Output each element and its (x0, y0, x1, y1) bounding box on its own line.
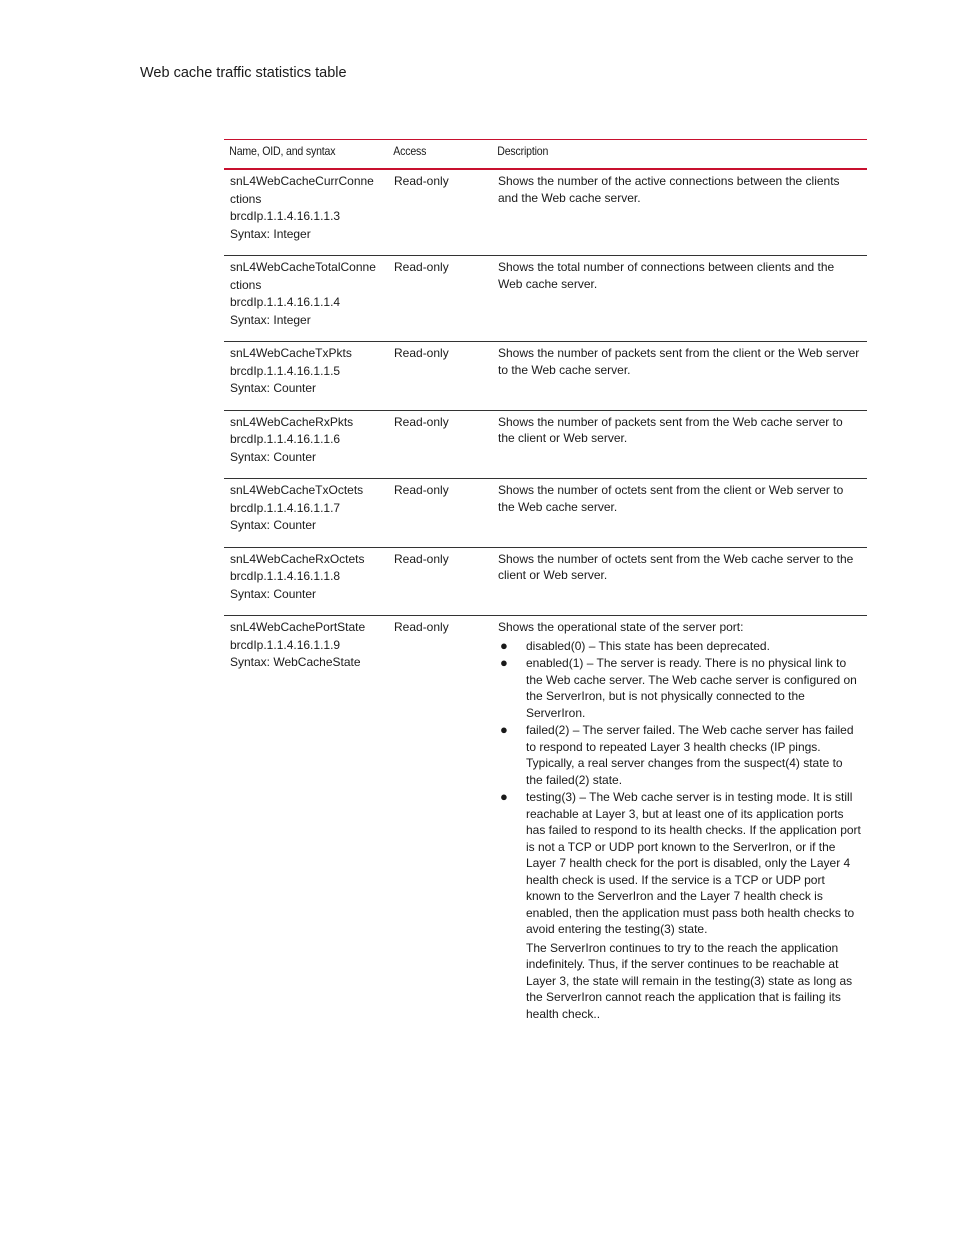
object-name: snL4WebCachePortState (230, 620, 366, 634)
mib-table (224, 139, 867, 1035)
list-item-text: failed(2) – The server failed. The Web cache server has failed to respond to repeated Layer 3 health checks (IP pings. Typically, a real server changes from the suspect(4) state to the failed(2) state. (526, 723, 854, 787)
list-item (498, 638, 861, 655)
object-oid: brcdIp.1.1.4.16.1.1.3 (230, 209, 341, 223)
object-name: snL4WebCacheTotalConne (230, 260, 376, 274)
access-cell: Read-only (394, 414, 449, 429)
table-row (224, 342, 867, 411)
access-cell: Read-only (394, 483, 449, 497)
table-row (224, 256, 867, 342)
object-oid: brcdIp.1.1.4.16.1.1.9 (230, 637, 341, 652)
object-syntax: Syntax: Counter (230, 449, 317, 464)
object-name-cont: ctions (230, 191, 262, 206)
header-access: Access (393, 144, 427, 158)
access-cell: Read-only (394, 260, 449, 274)
description-cell: Shows the number of the active connections between the clients and the Web cache server. (498, 174, 840, 205)
bullet-icon: ● (500, 655, 508, 670)
table-header-row (224, 140, 867, 170)
name-cell (224, 342, 388, 411)
bullet-icon: ● (500, 722, 508, 737)
object-syntax: Syntax: Counter (230, 381, 317, 395)
object-oid: brcdIp.1.1.4.16.1.1.8 (230, 569, 341, 583)
list-item (498, 655, 861, 721)
object-name: snL4WebCacheTxPkts (230, 346, 352, 360)
header-name: Name, OID, and syntax (229, 144, 336, 158)
object-name-cont: ctions (230, 277, 262, 292)
name-cell (224, 479, 388, 548)
list-item (498, 722, 861, 788)
object-syntax: Syntax: Counter (230, 586, 317, 601)
table-row (224, 169, 867, 256)
access-cell: Read-only (394, 551, 449, 566)
state-list (498, 638, 861, 1023)
description-cell: Shows the number of octets sent from the client or Web server to the Web cache server. (498, 483, 844, 514)
description-cell: Shows the number of packets sent from the client or the Web server to the Web cache server. (498, 346, 860, 377)
access-cell: Read-only (394, 174, 449, 188)
access-cell: Read-only (394, 620, 449, 634)
list-item-text: disabled(0) – This state has been deprecated. (526, 638, 770, 653)
list-item-text: enabled(1) – The server is ready. There is no physical link to the Web cache server. The Web cache server is configured on the ServerIron, but is not physically connected to the ServerIron. (526, 656, 857, 720)
list-item-note: The ServerIron continues to try to the reach the application indefinitely. Thus, if the server continues to be reachable at Layer 3, the state will remain in the testing(3) state as long as the ServerIron cannot reach the application that is failing its health check.. (526, 940, 853, 1021)
name-cell (224, 547, 388, 616)
description-cell (492, 616, 867, 1036)
table-row (224, 547, 867, 616)
object-oid: brcdIp.1.1.4.16.1.1.6 (230, 432, 341, 446)
access-cell: Read-only (394, 346, 449, 360)
name-cell (224, 410, 388, 479)
name-cell (224, 616, 388, 1036)
name-cell (224, 256, 388, 342)
object-syntax: Syntax: Counter (230, 518, 317, 532)
object-syntax: Syntax: Integer (230, 312, 311, 327)
list-item (498, 789, 861, 1022)
list-item-text: testing(3) – The Web cache server is in testing mode. It is still reachable at Layer 3, but at least one of its application ports has failed to respond to its health checks. If the application port is not a TCP or UDP port known to the ServerIron, or if the Layer 7 health check for the port is disabled, only the Layer 4 health check is used. If the service is a TCP or UDP port known to the ServerIron and the Layer 7 health check is enabled, then the application must pass both health checks to avoid entering the testing(3) state. (526, 790, 861, 936)
table-row (224, 479, 867, 548)
object-name: snL4WebCacheCurrConne (230, 174, 374, 188)
bullet-icon: ● (500, 789, 508, 804)
page-heading: Web cache traffic statistics table (140, 65, 347, 81)
object-oid: brcdIp.1.1.4.16.1.1.5 (230, 363, 341, 378)
object-syntax: Syntax: WebCacheState (230, 655, 361, 669)
object-name: snL4WebCacheRxOctets (230, 551, 365, 566)
header-description: Description (497, 144, 549, 158)
object-name: snL4WebCacheTxOctets (230, 483, 364, 497)
description-cell: Shows the number of packets sent from the Web cache server to the client or Web server. (498, 414, 843, 445)
table-row (224, 410, 867, 479)
object-syntax: Syntax: Integer (230, 226, 311, 241)
description-cell: Shows the total number of connections between clients and the Web cache server. (498, 260, 835, 291)
object-oid: brcdIp.1.1.4.16.1.1.4 (230, 295, 341, 309)
object-oid: brcdIp.1.1.4.16.1.1.7 (230, 500, 341, 515)
description-intro: Shows the operational state of the server port: (498, 620, 744, 634)
object-name: snL4WebCacheRxPkts (230, 414, 354, 429)
description-cell: Shows the number of octets sent from the Web cache server to the client or Web server. (498, 551, 854, 582)
table-row (224, 616, 867, 1036)
name-cell (224, 169, 388, 256)
bullet-icon: ● (500, 637, 508, 653)
